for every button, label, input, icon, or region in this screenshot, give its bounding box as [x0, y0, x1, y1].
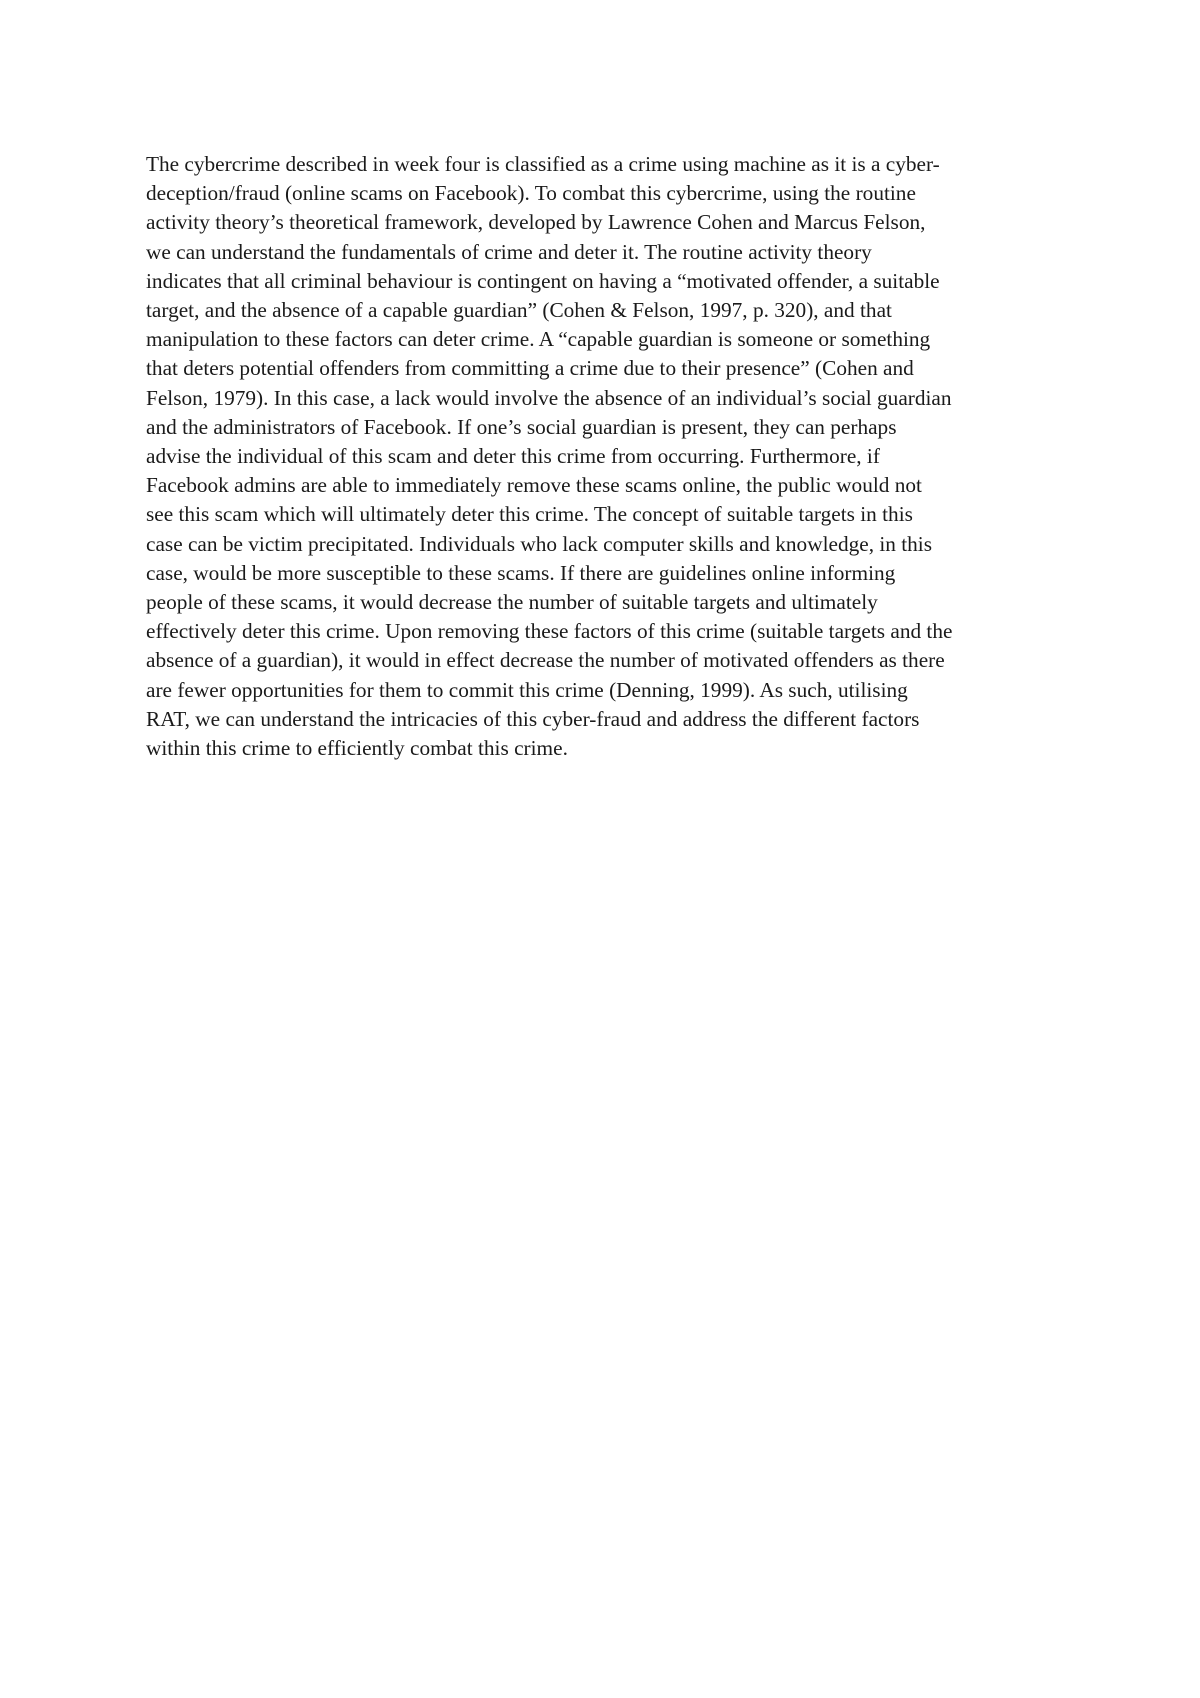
- paragraph-line: see this scam which will ultimately deter this crime. The concept of suitable targets in this: [146, 502, 913, 527]
- paragraph-line: deception/fraud (online scams on Facebook). To combat this cybercrime, using the routine: [146, 181, 916, 206]
- paragraph-line: manipulation to these factors can deter crime. A “capable guardian is someone or something: [146, 327, 931, 352]
- paragraph-line: we can understand the fundamentals of crime and deter it. The routine activity theory: [146, 239, 872, 264]
- paragraph-line: people of these scams, it would decrease the number of suitable targets and ultimately: [146, 590, 878, 615]
- paragraph-line: case, would be more susceptible to these scams. If there are guidelines online informing: [146, 560, 896, 585]
- paragraph-line: absence of a guardian), it would in effect decrease the number of motivated offenders as there: [146, 648, 945, 673]
- paragraph-line: within this crime to efficiently combat this crime.: [146, 736, 568, 761]
- paragraph-line: effectively deter this crime. Upon removing these factors of this crime (suitable targets and the: [146, 619, 953, 644]
- paragraph-line: Facebook admins are able to immediately remove these scams online, the public would not: [146, 473, 922, 498]
- body-paragraph: [146, 150, 1076, 763]
- paragraph-line: The cybercrime described in week four is classified as a crime using machine as it is a cyber-: [146, 152, 940, 176]
- paragraph-line: Felson, 1979). In this case, a lack would involve the absence of an individual’s social guardian: [146, 385, 952, 410]
- paragraph-line: case can be victim precipitated. Individuals who lack computer skills and knowledge, in this: [146, 531, 932, 556]
- paragraph-line: and the administrators of Facebook. If one’s social guardian is present, they can perhaps: [146, 414, 897, 439]
- paragraph-line: advise the individual of this scam and deter this crime from occurring. Furthermore, if: [146, 444, 880, 469]
- paragraph-line: indicates that all criminal behaviour is contingent on having a “motivated offender, a suitable: [146, 268, 940, 293]
- paragraph-line: target, and the absence of a capable guardian” (Cohen & Felson, 1997, p. 320), and that: [146, 298, 892, 323]
- paragraph-line: are fewer opportunities for them to commit this crime (Denning, 1999). As such, utilising: [146, 677, 908, 702]
- paragraph-line: activity theory’s theoretical framework, developed by Lawrence Cohen and Marcus Felson,: [146, 210, 926, 235]
- paragraph-line: RAT, we can understand the intricacies of this cyber-fraud and address the different factors: [146, 706, 920, 731]
- paragraph-line: that deters potential offenders from committing a crime due to their presence” (Cohen and: [146, 356, 914, 381]
